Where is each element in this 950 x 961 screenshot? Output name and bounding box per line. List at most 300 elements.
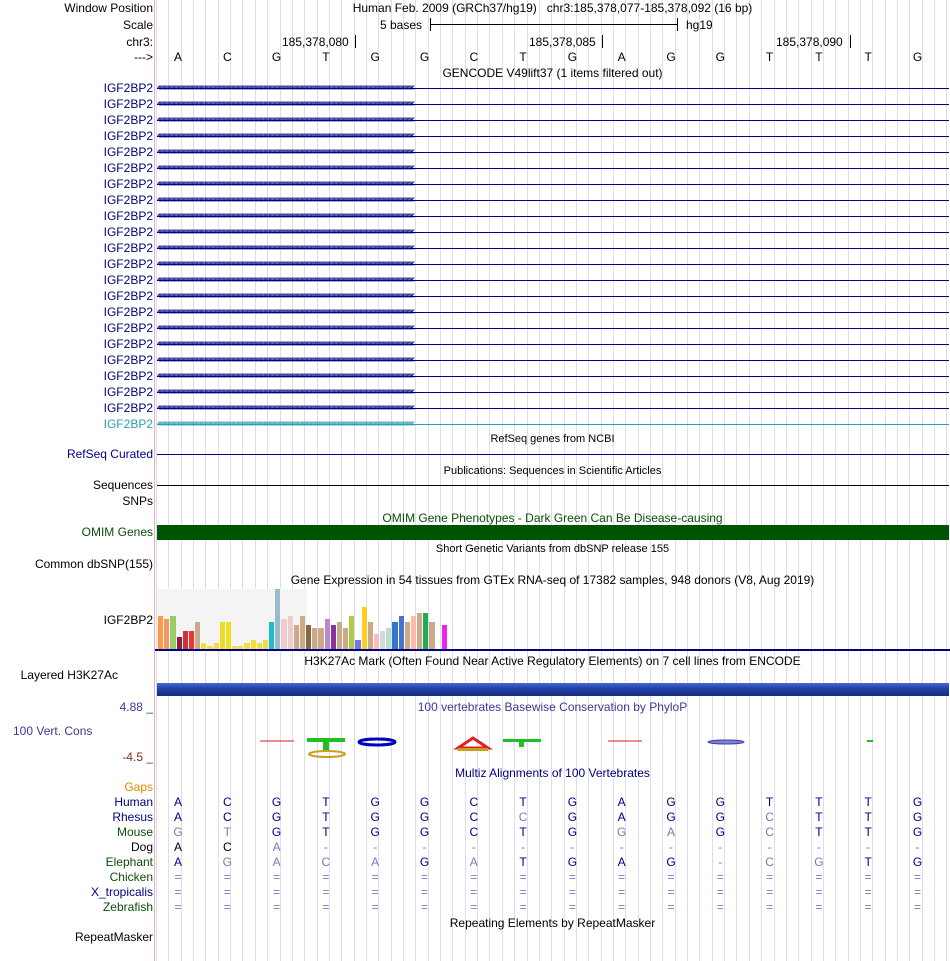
gencode-strand-arrows: ‹‹‹‹‹‹‹‹‹‹‹‹‹‹‹‹‹‹‹‹‹‹‹‹‹‹‹‹‹‹‹‹‹‹‹‹‹‹‹‹‹‹‹‹‹‹‹‹‹‹‹‹‹‹‹‹‹‹‹‹‹‹‹‹‹‹‹‹‹‹‹‹‹‹‹‹‹‹‹‹‹‹‹‹‹‹‹‹‹‹‹‹‹‹‹‹‹‹‹‹‹‹‹‹‹‹‹‹‹‹‹‹‹‹‹‹‹‹‹‹‹‹‹‹‹‹‹‹‹‹‹‹‹‹‹‹‹‹‹‹‹‹‹‹‹‹‹‹‹‹‹‹‹‹‹‹‹‹‹‹‹‹‹‹‹‹‹‹‹‹‹‹‹‹‹‹‹‹‹‹‹‹‹‹‹‹‹‹‹‹‹‹‹‹‹‹‹‹‹‹ — [157, 178, 414, 189]
gencode-strand-arrows: ‹‹‹‹‹‹‹‹‹‹‹‹‹‹‹‹‹‹‹‹‹‹‹‹‹‹‹‹‹‹‹‹‹‹‹‹‹‹‹‹‹‹‹‹‹‹‹‹‹‹‹‹‹‹‹‹‹‹‹‹‹‹‹‹‹‹‹‹‹‹‹‹‹‹‹‹‹‹‹‹‹‹‹‹‹‹‹‹‹‹‹‹‹‹‹‹‹‹‹‹‹‹‹‹‹‹‹‹‹‹‹‹‹‹‹‹‹‹‹‹‹‹‹‹‹‹‹‹‹‹‹‹‹‹‹‹‹‹‹‹‹‹‹‹‹‹‹‹‹‹‹‹‹‹‹‹‹‹‹‹‹‹‹‹‹‹‹‹‹‹‹‹‹‹‹‹‹‹‹‹‹‹‹‹‹‹‹‹‹‹‹‹‹‹‹‹‹‹‹‹ — [157, 114, 414, 125]
phylop-max-label: 4.88 _ — [119, 700, 153, 714]
alignment-base: G — [271, 795, 282, 809]
alignment-base: = — [470, 870, 478, 884]
alignment-base: = — [273, 885, 281, 899]
grid-line — [341, 0, 342, 961]
alignment-base: - — [669, 840, 673, 854]
alignment-base: G — [271, 825, 282, 839]
alignment-base: - — [915, 840, 920, 854]
alignment-base: G — [419, 855, 430, 869]
omim-title: OMIM Gene Phenotypes - Dark Green Can Be Disease-causing — [382, 511, 723, 525]
species-label[interactable]: X_tropicalis — [90, 885, 153, 899]
phylop-mark-c-low — [309, 751, 345, 757]
grid-line — [934, 0, 935, 961]
alignment-base: C — [518, 810, 528, 824]
grid-line — [551, 0, 552, 961]
gaps-label[interactable]: Gaps — [124, 780, 153, 794]
gencode-transcript-label[interactable]: IGF2BP2 — [103, 193, 153, 207]
alignment-base: = — [322, 885, 330, 899]
phylop-mark-a-low — [458, 748, 488, 751]
phylop-mark-t2-stem — [519, 742, 524, 747]
omim-label[interactable]: OMIM Genes — [81, 525, 153, 539]
grid-line — [798, 0, 799, 961]
gencode-transcript-label[interactable]: IGF2BP2 — [103, 97, 153, 111]
gtex-bar-chart[interactable] — [157, 589, 557, 649]
window-position-label[interactable]: Window Position — [64, 1, 153, 15]
species-label[interactable]: Dog — [130, 840, 153, 854]
grid-line — [835, 0, 836, 961]
alignment-base: G — [271, 810, 282, 824]
phylop-title: 100 vertebrates Basewise Conservation by PhyloP — [417, 700, 688, 714]
sequence-base: G — [912, 50, 923, 64]
alignment-base: - — [619, 840, 624, 854]
grid-line — [736, 0, 737, 961]
alignment-base: G — [370, 810, 380, 824]
alignment-base: = — [618, 900, 626, 914]
gencode-transcript-label[interactable]: IGF2BP2 — [103, 241, 153, 255]
sequence-base: G — [715, 50, 725, 64]
grid-line — [749, 0, 750, 961]
alignment-base: A — [173, 840, 182, 854]
phylop-mark-a — [458, 738, 488, 748]
coord-tick-1 — [355, 35, 356, 48]
sequence-base: G — [370, 50, 380, 64]
alignment-base: = — [174, 870, 182, 884]
h3k27ac-signal[interactable] — [157, 683, 949, 696]
alignment-base: T — [519, 855, 527, 869]
sequence-base: T — [864, 50, 872, 64]
phylop-logo[interactable] — [155, 734, 950, 758]
alignment-base: = — [815, 885, 823, 899]
gencode-transcript-label[interactable]: IGF2BP2 — [103, 369, 153, 383]
gtex-tissue-bar[interactable] — [195, 622, 200, 649]
alignment-base: = — [864, 900, 872, 914]
sequence-base: T — [519, 50, 527, 64]
alignment-base: - — [521, 840, 526, 854]
alignment-base: A — [617, 795, 626, 809]
alignment-base: C — [222, 810, 232, 824]
gtex-tissue-bar[interactable] — [294, 625, 299, 649]
gencode-transcript-label[interactable]: IGF2BP2 — [103, 273, 153, 287]
alignment-base: = — [223, 885, 231, 899]
alignment-base: = — [618, 885, 626, 899]
gencode-transcript-label[interactable]: IGF2BP2 — [103, 353, 153, 367]
sequence-base: C — [222, 50, 232, 64]
alignment-base: - — [767, 840, 772, 854]
gencode-title: GENCODE V49lift37 (1 items filtered out) — [442, 66, 663, 80]
repeatmasker-title: Repeating Elements by RepeatMasker — [449, 916, 656, 930]
alignment-base: G — [370, 795, 380, 809]
coord-label-1: 185,378,080 — [282, 35, 349, 49]
gencode-transcript-label[interactable]: IGF2BP2 — [103, 289, 153, 303]
grid-line — [242, 0, 243, 961]
gencode-transcript-label[interactable]: IGF2BP2 — [103, 337, 153, 351]
alignment-base: = — [618, 870, 626, 884]
gencode-strand-arrows: ‹‹‹‹‹‹‹‹‹‹‹‹‹‹‹‹‹‹‹‹‹‹‹‹‹‹‹‹‹‹‹‹‹‹‹‹‹‹‹‹‹‹‹‹‹‹‹‹‹‹‹‹‹‹‹‹‹‹‹‹‹‹‹‹‹‹‹‹‹‹‹‹‹‹‹‹‹‹‹‹‹‹‹‹‹‹‹‹‹‹‹‹‹‹‹‹‹‹‹‹‹‹‹‹‹‹‹‹‹‹‹‹‹‹‹‹‹‹‹‹‹‹‹‹‹‹‹‹‹‹‹‹‹‹‹‹‹‹‹‹‹‹‹‹‹‹‹‹‹‹‹‹‹‹‹‹‹‹‹‹‹‹‹‹‹‹‹‹‹‹‹‹‹‹‹‹‹‹‹‹‹‹‹‹‹‹‹‹‹‹‹‹‹‹‹‹‹‹‹‹ — [157, 82, 414, 93]
alignment-base: G — [567, 795, 578, 809]
grid-line — [205, 0, 206, 961]
gtex-tissue-bar[interactable] — [325, 619, 330, 649]
alignment-base: = — [568, 900, 576, 914]
alignment-base: = — [371, 900, 379, 914]
gtex-tissue-bar[interactable] — [226, 622, 231, 649]
alignment-base: - — [570, 840, 575, 854]
gtex-tissue-bar[interactable] — [362, 607, 367, 649]
alignment-base: A — [469, 855, 478, 869]
gtex-tissue-bar[interactable] — [183, 631, 188, 649]
alignment-base: T — [815, 825, 823, 839]
publications-label[interactable]: Sequences — [92, 478, 153, 492]
alignment-base: = — [913, 870, 921, 884]
alignment-base: A — [173, 795, 182, 809]
gencode-strand-arrows: ‹‹‹‹‹‹‹‹‹‹‹‹‹‹‹‹‹‹‹‹‹‹‹‹‹‹‹‹‹‹‹‹‹‹‹‹‹‹‹‹‹‹‹‹‹‹‹‹‹‹‹‹‹‹‹‹‹‹‹‹‹‹‹‹‹‹‹‹‹‹‹‹‹‹‹‹‹‹‹‹‹‹‹‹‹‹‹‹‹‹‹‹‹‹‹‹‹‹‹‹‹‹‹‹‹‹‹‹‹‹‹‹‹‹‹‹‹‹‹‹‹‹‹‹‹‹‹‹‹‹‹‹‹‹‹‹‹‹‹‹‹‹‹‹‹‹‹‹‹‹‹‹‹‹‹‹‹‹‹‹‹‹‹‹‹‹‹‹‹‹‹‹‹‹‹‹‹‹‹‹‹‹‹‹‹‹‹‹‹‹‹‹‹‹‹‹‹‹‹‹ — [157, 98, 414, 109]
scale-label[interactable]: Scale — [122, 18, 153, 32]
gtex-tissue-bar[interactable] — [337, 622, 342, 649]
grid-line — [946, 0, 947, 961]
alignment-base: = — [568, 870, 576, 884]
alignment-base: G — [419, 825, 430, 839]
alignment-base: C — [765, 855, 774, 869]
gtex-label[interactable]: IGF2BP2 — [103, 613, 153, 627]
gencode-transcript-label[interactable]: IGF2BP2 — [103, 129, 153, 143]
gencode-transcript-label[interactable]: IGF2BP2 — [103, 177, 153, 191]
alignment-base: = — [273, 870, 281, 884]
gtex-tissue-bar[interactable] — [281, 619, 286, 649]
gtex-tissue-bar[interactable] — [288, 616, 293, 649]
gtex-tissue-bar[interactable] — [386, 628, 391, 649]
alignment-base: = — [667, 900, 675, 914]
alignment-base: - — [323, 840, 328, 854]
alignment-base: G — [419, 795, 430, 809]
publications-line[interactable] — [157, 485, 949, 486]
gtex-tissue-bar[interactable] — [343, 628, 348, 649]
gencode-transcript-label[interactable]: IGF2BP2 — [103, 321, 153, 335]
alignment-base: A — [371, 855, 380, 869]
grid-line — [193, 0, 194, 961]
gencode-strand-arrows: ‹‹‹‹‹‹‹‹‹‹‹‹‹‹‹‹‹‹‹‹‹‹‹‹‹‹‹‹‹‹‹‹‹‹‹‹‹‹‹‹‹‹‹‹‹‹‹‹‹‹‹‹‹‹‹‹‹‹‹‹‹‹‹‹‹‹‹‹‹‹‹‹‹‹‹‹‹‹‹‹‹‹‹‹‹‹‹‹‹‹‹‹‹‹‹‹‹‹‹‹‹‹‹‹‹‹‹‹‹‹‹‹‹‹‹‹‹‹‹‹‹‹‹‹‹‹‹‹‹‹‹‹‹‹‹‹‹‹‹‹‹‹‹‹‹‹‹‹‹‹‹‹‹‹‹‹‹‹‹‹‹‹‹‹‹‹‹‹‹‹‹‹‹‹‹‹‹‹‹‹‹‹‹‹‹‹‹‹‹‹‹‹‹‹‹‹‹‹‹‹ — [157, 402, 414, 413]
gencode-transcript-label[interactable]: IGF2BP2 — [103, 113, 153, 127]
species-label[interactable]: Human — [114, 795, 153, 809]
alignment-base: T — [519, 795, 527, 809]
alignment-base: = — [766, 870, 774, 884]
alignment-base: = — [470, 900, 478, 914]
sequence-base: C — [469, 50, 479, 64]
gencode-strand-arrows: ‹‹‹‹‹‹‹‹‹‹‹‹‹‹‹‹‹‹‹‹‹‹‹‹‹‹‹‹‹‹‹‹‹‹‹‹‹‹‹‹‹‹‹‹‹‹‹‹‹‹‹‹‹‹‹‹‹‹‹‹‹‹‹‹‹‹‹‹‹‹‹‹‹‹‹‹‹‹‹‹‹‹‹‹‹‹‹‹‹‹‹‹‹‹‹‹‹‹‹‹‹‹‹‹‹‹‹‹‹‹‹‹‹‹‹‹‹‹‹‹‹‹‹‹‹‹‹‹‹‹‹‹‹‹‹‹‹‹‹‹‹‹‹‹‹‹‹‹‹‹‹‹‹‹‹‹‹‹‹‹‹‹‹‹‹‹‹‹‹‹‹‹‹‹‹‹‹‹‹‹‹‹‹‹‹‹‹‹‹‹‹‹‹‹‹‹‹‹‹‹ — [157, 418, 414, 429]
grid-line — [848, 0, 849, 961]
grid-line — [885, 0, 886, 961]
gencode-strand-arrows: ‹‹‹‹‹‹‹‹‹‹‹‹‹‹‹‹‹‹‹‹‹‹‹‹‹‹‹‹‹‹‹‹‹‹‹‹‹‹‹‹‹‹‹‹‹‹‹‹‹‹‹‹‹‹‹‹‹‹‹‹‹‹‹‹‹‹‹‹‹‹‹‹‹‹‹‹‹‹‹‹‹‹‹‹‹‹‹‹‹‹‹‹‹‹‹‹‹‹‹‹‹‹‹‹‹‹‹‹‹‹‹‹‹‹‹‹‹‹‹‹‹‹‹‹‹‹‹‹‹‹‹‹‹‹‹‹‹‹‹‹‹‹‹‹‹‹‹‹‹‹‹‹‹‹‹‹‹‹‹‹‹‹‹‹‹‹‹‹‹‹‹‹‹‹‹‹‹‹‹‹‹‹‹‹‹‹‹‹‹‹‹‹‹‹‹‹‹‹‹‹ — [157, 322, 414, 333]
phylop-mark-g2 — [708, 740, 744, 744]
alignment-base: - — [718, 855, 723, 869]
alignment-base: - — [816, 840, 821, 854]
coord-label-3: 185,378,090 — [776, 35, 843, 49]
alignment-base: = — [667, 870, 675, 884]
gencode-strand-arrows: ‹‹‹‹‹‹‹‹‹‹‹‹‹‹‹‹‹‹‹‹‹‹‹‹‹‹‹‹‹‹‹‹‹‹‹‹‹‹‹‹‹‹‹‹‹‹‹‹‹‹‹‹‹‹‹‹‹‹‹‹‹‹‹‹‹‹‹‹‹‹‹‹‹‹‹‹‹‹‹‹‹‹‹‹‹‹‹‹‹‹‹‹‹‹‹‹‹‹‹‹‹‹‹‹‹‹‹‹‹‹‹‹‹‹‹‹‹‹‹‹‹‹‹‹‹‹‹‹‹‹‹‹‹‹‹‹‹‹‹‹‹‹‹‹‹‹‹‹‹‹‹‹‹‹‹‹‹‹‹‹‹‹‹‹‹‹‹‹‹‹‹‹‹‹‹‹‹‹‹‹‹‹‹‹‹‹‹‹‹‹‹‹‹‹‹‹‹‹‹‹ — [157, 242, 414, 253]
gtex-tissue-bar[interactable] — [164, 619, 169, 649]
gencode-strand-arrows: ‹‹‹‹‹‹‹‹‹‹‹‹‹‹‹‹‹‹‹‹‹‹‹‹‹‹‹‹‹‹‹‹‹‹‹‹‹‹‹‹‹‹‹‹‹‹‹‹‹‹‹‹‹‹‹‹‹‹‹‹‹‹‹‹‹‹‹‹‹‹‹‹‹‹‹‹‹‹‹‹‹‹‹‹‹‹‹‹‹‹‹‹‹‹‹‹‹‹‹‹‹‹‹‹‹‹‹‹‹‹‹‹‹‹‹‹‹‹‹‹‹‹‹‹‹‹‹‹‹‹‹‹‹‹‹‹‹‹‹‹‹‹‹‹‹‹‹‹‹‹‹‹‹‹‹‹‹‹‹‹‹‹‹‹‹‹‹‹‹‹‹‹‹‹‹‹‹‹‹‹‹‹‹‹‹‹‹‹‹‹‹‹‹‹‹‹‹‹‹‹ — [157, 338, 414, 349]
grid-line — [452, 0, 453, 961]
gencode-strand-arrows: ‹‹‹‹‹‹‹‹‹‹‹‹‹‹‹‹‹‹‹‹‹‹‹‹‹‹‹‹‹‹‹‹‹‹‹‹‹‹‹‹‹‹‹‹‹‹‹‹‹‹‹‹‹‹‹‹‹‹‹‹‹‹‹‹‹‹‹‹‹‹‹‹‹‹‹‹‹‹‹‹‹‹‹‹‹‹‹‹‹‹‹‹‹‹‹‹‹‹‹‹‹‹‹‹‹‹‹‹‹‹‹‹‹‹‹‹‹‹‹‹‹‹‹‹‹‹‹‹‹‹‹‹‹‹‹‹‹‹‹‹‹‹‹‹‹‹‹‹‹‹‹‹‹‹‹‹‹‹‹‹‹‹‹‹‹‹‹‹‹‹‹‹‹‹‹‹‹‹‹‹‹‹‹‹‹‹‹‹‹‹‹‹‹‹‹‹‹‹‹‹ — [157, 258, 414, 269]
gencode-strand-arrows: ‹‹‹‹‹‹‹‹‹‹‹‹‹‹‹‹‹‹‹‹‹‹‹‹‹‹‹‹‹‹‹‹‹‹‹‹‹‹‹‹‹‹‹‹‹‹‹‹‹‹‹‹‹‹‹‹‹‹‹‹‹‹‹‹‹‹‹‹‹‹‹‹‹‹‹‹‹‹‹‹‹‹‹‹‹‹‹‹‹‹‹‹‹‹‹‹‹‹‹‹‹‹‹‹‹‹‹‹‹‹‹‹‹‹‹‹‹‹‹‹‹‹‹‹‹‹‹‹‹‹‹‹‹‹‹‹‹‹‹‹‹‹‹‹‹‹‹‹‹‹‹‹‹‹‹‹‹‹‹‹‹‹‹‹‹‹‹‹‹‹‹‹‹‹‹‹‹‹‹‹‹‹‹‹‹‹‹‹‹‹‹‹‹‹‹‹‹‹‹‹ — [157, 354, 414, 365]
sequence-base: A — [617, 50, 626, 64]
alignment-base: = — [420, 870, 428, 884]
grid-line — [502, 0, 503, 961]
alignment-base: G — [370, 825, 380, 839]
label-separator — [154, 0, 155, 961]
sequence-base: G — [666, 50, 676, 64]
gtex-tissue-bar[interactable] — [300, 616, 305, 649]
alignment-base: = — [519, 900, 527, 914]
alignment-base: = — [322, 870, 330, 884]
alignment-base: = — [470, 885, 478, 899]
alignment-base: - — [373, 840, 378, 854]
snps-label[interactable]: SNPs — [122, 494, 153, 508]
gtex-tissue-bar[interactable] — [429, 622, 434, 649]
sequence-base: A — [173, 50, 182, 64]
gencode-transcript-label[interactable]: IGF2BP2 — [103, 81, 153, 95]
alignment-base: T — [322, 825, 330, 839]
grid-line — [489, 0, 490, 961]
alignment-base: A — [617, 810, 626, 824]
alignment-base: C — [765, 825, 774, 839]
gtex-tissue-bar[interactable] — [158, 616, 163, 649]
gencode-strand-arrows: ‹‹‹‹‹‹‹‹‹‹‹‹‹‹‹‹‹‹‹‹‹‹‹‹‹‹‹‹‹‹‹‹‹‹‹‹‹‹‹‹‹‹‹‹‹‹‹‹‹‹‹‹‹‹‹‹‹‹‹‹‹‹‹‹‹‹‹‹‹‹‹‹‹‹‹‹‹‹‹‹‹‹‹‹‹‹‹‹‹‹‹‹‹‹‹‹‹‹‹‹‹‹‹‹‹‹‹‹‹‹‹‹‹‹‹‹‹‹‹‹‹‹‹‹‹‹‹‹‹‹‹‹‹‹‹‹‹‹‹‹‹‹‹‹‹‹‹‹‹‹‹‹‹‹‹‹‹‹‹‹‹‹‹‹‹‹‹‹‹‹‹‹‹‹‹‹‹‹‹‹‹‹‹‹‹‹‹‹‹‹‹‹‹‹‹‹‹‹‹‹ — [157, 370, 414, 381]
alignment-base: T — [864, 810, 872, 824]
dbsnp-title: Short Genetic Variants from dbSNP release 155 — [435, 543, 670, 555]
alignment-base: C — [222, 795, 232, 809]
alignment-base: A — [272, 840, 281, 854]
alignment-base: G — [666, 855, 676, 869]
grid-line — [786, 0, 787, 961]
grid-line — [897, 0, 898, 961]
gencode-transcript-label[interactable]: IGF2BP2 — [103, 225, 153, 239]
alignment-base: A — [617, 855, 626, 869]
alignment-base: G — [912, 795, 923, 809]
alignment-base: = — [766, 885, 774, 899]
alignment-base: - — [471, 840, 476, 854]
gencode-transcript-label[interactable]: IGF2BP2 — [103, 401, 153, 415]
alignment-base: = — [716, 870, 724, 884]
gencode-strand-arrows: ‹‹‹‹‹‹‹‹‹‹‹‹‹‹‹‹‹‹‹‹‹‹‹‹‹‹‹‹‹‹‹‹‹‹‹‹‹‹‹‹‹‹‹‹‹‹‹‹‹‹‹‹‹‹‹‹‹‹‹‹‹‹‹‹‹‹‹‹‹‹‹‹‹‹‹‹‹‹‹‹‹‹‹‹‹‹‹‹‹‹‹‹‹‹‹‹‹‹‹‹‹‹‹‹‹‹‹‹‹‹‹‹‹‹‹‹‹‹‹‹‹‹‹‹‹‹‹‹‹‹‹‹‹‹‹‹‹‹‹‹‹‹‹‹‹‹‹‹‹‹‹‹‹‹‹‹‹‹‹‹‹‹‹‹‹‹‹‹‹‹‹‹‹‹‹‹‹‹‹‹‹‹‹‹‹‹‹‹‹‹‹‹‹‹‹‹‹‹‹‹ — [157, 386, 414, 397]
species-label[interactable]: Elephant — [105, 855, 153, 869]
sequence-base: G — [567, 50, 578, 64]
gtex-baseline — [155, 649, 950, 651]
alignment-base: = — [322, 900, 330, 914]
phylop-mark-g — [359, 739, 395, 745]
alignment-base: - — [866, 840, 871, 854]
gencode-transcript-label[interactable]: IGF2BP2 — [103, 385, 153, 399]
grid-line — [292, 0, 293, 961]
gtex-tissue-bar[interactable] — [269, 622, 274, 649]
gtex-tissue-bar[interactable] — [189, 631, 194, 649]
gencode-transcript-label[interactable]: IGF2BP2 — [103, 257, 153, 271]
scale-bar-right-tick — [677, 18, 678, 31]
alignment-base: = — [371, 870, 379, 884]
alignment-base: = — [420, 885, 428, 899]
alignment-base: = — [174, 885, 182, 899]
grid-line — [391, 0, 392, 961]
gencode-transcript-label[interactable]: IGF2BP2 — [103, 145, 153, 159]
coord-tick-3 — [850, 35, 851, 48]
scale-assembly: hg19 — [686, 18, 713, 32]
gtex-tissue-bar[interactable] — [374, 634, 379, 649]
gtex-tissue-bar[interactable] — [275, 589, 280, 649]
alignment-base: G — [715, 795, 725, 809]
chrom-label[interactable]: chr3: — [126, 35, 153, 49]
grid-line — [440, 0, 441, 961]
gtex-tissue-bar[interactable] — [349, 616, 354, 649]
alignment-base: = — [766, 900, 774, 914]
alignment-base: T — [864, 825, 872, 839]
alignment-base: = — [223, 870, 231, 884]
gtex-tissue-bar[interactable] — [220, 622, 225, 649]
alignment-base: = — [913, 900, 921, 914]
gencode-strand-arrows: ‹‹‹‹‹‹‹‹‹‹‹‹‹‹‹‹‹‹‹‹‹‹‹‹‹‹‹‹‹‹‹‹‹‹‹‹‹‹‹‹‹‹‹‹‹‹‹‹‹‹‹‹‹‹‹‹‹‹‹‹‹‹‹‹‹‹‹‹‹‹‹‹‹‹‹‹‹‹‹‹‹‹‹‹‹‹‹‹‹‹‹‹‹‹‹‹‹‹‹‹‹‹‹‹‹‹‹‹‹‹‹‹‹‹‹‹‹‹‹‹‹‹‹‹‹‹‹‹‹‹‹‹‹‹‹‹‹‹‹‹‹‹‹‹‹‹‹‹‹‹‹‹‹‹‹‹‹‹‹‹‹‹‹‹‹‹‹‹‹‹‹‹‹‹‹‹‹‹‹‹‹‹‹‹‹‹‹‹‹‹‹‹‹‹‹‹‹‹‹‹ — [157, 274, 414, 285]
scale-bar-left-tick — [430, 18, 431, 31]
grid-line — [539, 0, 540, 961]
species-label[interactable]: Mouse — [116, 825, 153, 839]
grid-line — [601, 0, 602, 961]
coord-label-2: 185,378,085 — [529, 35, 596, 49]
species-label[interactable]: Zebrafish — [102, 900, 153, 914]
gtex-tissue-bar[interactable] — [442, 625, 447, 649]
publications-title: Publications: Sequences in Scientific Articles — [443, 465, 662, 477]
alignment-base: C — [765, 810, 774, 824]
gtex-tissue-bar[interactable] — [263, 640, 268, 649]
gtex-tissue-bar[interactable] — [380, 631, 385, 649]
gtex-tissue-bar[interactable] — [368, 622, 373, 649]
alignment-base: T — [223, 825, 231, 839]
grid-line — [638, 0, 639, 961]
alignment-base: = — [519, 870, 527, 884]
alignment-base: G — [567, 855, 578, 869]
h3k27ac-label[interactable]: Layered H3K27Ac — [20, 668, 118, 682]
h3k27ac-title: H3K27Ac Mark (Often Found Near Active Regulatory Elements) on 7 cell lines from ENCODE — [304, 654, 801, 668]
alignment-base: A — [666, 825, 675, 839]
gtex-tissue-bar[interactable] — [306, 625, 311, 649]
phylop-mark-a2 — [608, 740, 642, 742]
gtex-tissue-bar[interactable] — [170, 616, 175, 649]
gencode-strand-arrows: ‹‹‹‹‹‹‹‹‹‹‹‹‹‹‹‹‹‹‹‹‹‹‹‹‹‹‹‹‹‹‹‹‹‹‹‹‹‹‹‹‹‹‹‹‹‹‹‹‹‹‹‹‹‹‹‹‹‹‹‹‹‹‹‹‹‹‹‹‹‹‹‹‹‹‹‹‹‹‹‹‹‹‹‹‹‹‹‹‹‹‹‹‹‹‹‹‹‹‹‹‹‹‹‹‹‹‹‹‹‹‹‹‹‹‹‹‹‹‹‹‹‹‹‹‹‹‹‹‹‹‹‹‹‹‹‹‹‹‹‹‹‹‹‹‹‹‹‹‹‹‹‹‹‹‹‹‹‹‹‹‹‹‹‹‹‹‹‹‹‹‹‹‹‹‹‹‹‹‹‹‹‹‹‹‹‹‹‹‹‹‹‹‹‹‹‹‹‹‹‹ — [157, 146, 414, 157]
alignment-base: T — [864, 795, 872, 809]
gencode-transcript-label[interactable]: IGF2BP2 — [103, 161, 153, 175]
species-label[interactable]: Rhesus — [112, 810, 153, 824]
alignment-base: G — [567, 825, 578, 839]
alignment-base: A — [272, 855, 281, 869]
sequence-base: T — [765, 50, 774, 64]
gtex-tissue-bar[interactable] — [417, 613, 422, 649]
gtex-tissue-bar[interactable] — [251, 640, 256, 649]
grid-line — [354, 0, 355, 961]
phylop-mark-c — [260, 740, 294, 742]
alignment-base: C — [321, 855, 331, 869]
alignment-base: = — [519, 885, 527, 899]
alignment-base: = — [716, 900, 724, 914]
alignment-base: = — [223, 900, 231, 914]
gtex-tissue-bar[interactable] — [355, 640, 360, 649]
grid-line — [255, 0, 256, 961]
alignment-base: = — [913, 885, 921, 899]
alignment-base: = — [273, 900, 281, 914]
gencode-strand-arrows: ‹‹‹‹‹‹‹‹‹‹‹‹‹‹‹‹‹‹‹‹‹‹‹‹‹‹‹‹‹‹‹‹‹‹‹‹‹‹‹‹‹‹‹‹‹‹‹‹‹‹‹‹‹‹‹‹‹‹‹‹‹‹‹‹‹‹‹‹‹‹‹‹‹‹‹‹‹‹‹‹‹‹‹‹‹‹‹‹‹‹‹‹‹‹‹‹‹‹‹‹‹‹‹‹‹‹‹‹‹‹‹‹‹‹‹‹‹‹‹‹‹‹‹‹‹‹‹‹‹‹‹‹‹‹‹‹‹‹‹‹‹‹‹‹‹‹‹‹‹‹‹‹‹‹‹‹‹‹‹‹‹‹‹‹‹‹‹‹‹‹‹‹‹‹‹‹‹‹‹‹‹‹‹‹‹‹‹‹‹‹‹‹‹‹‹‹‹‹‹‹ — [157, 194, 414, 205]
phylop-mark-t — [307, 738, 345, 742]
alignment-base: = — [815, 870, 823, 884]
gtex-tissue-bar[interactable] — [331, 625, 336, 649]
sequence-base: T — [322, 50, 330, 64]
gtex-tissue-bar[interactable] — [312, 628, 317, 649]
alignment-base: = — [815, 900, 823, 914]
alignment-base: T — [519, 825, 527, 839]
refseq-line[interactable] — [157, 454, 949, 455]
alignment-base: = — [864, 870, 872, 884]
gencode-strand-arrows: ‹‹‹‹‹‹‹‹‹‹‹‹‹‹‹‹‹‹‹‹‹‹‹‹‹‹‹‹‹‹‹‹‹‹‹‹‹‹‹‹‹‹‹‹‹‹‹‹‹‹‹‹‹‹‹‹‹‹‹‹‹‹‹‹‹‹‹‹‹‹‹‹‹‹‹‹‹‹‹‹‹‹‹‹‹‹‹‹‹‹‹‹‹‹‹‹‹‹‹‹‹‹‹‹‹‹‹‹‹‹‹‹‹‹‹‹‹‹‹‹‹‹‹‹‹‹‹‹‹‹‹‹‹‹‹‹‹‹‹‹‹‹‹‹‹‹‹‹‹‹‹‹‹‹‹‹‹‹‹‹‹‹‹‹‹‹‹‹‹‹‹‹‹‹‹‹‹‹‹‹‹‹‹‹‹‹‹‹‹‹‹‹‹‹‹‹‹‹‹‹ — [157, 306, 414, 317]
gtex-tissue-bar[interactable] — [423, 613, 428, 649]
phylop-mark-t3 — [867, 740, 873, 742]
gencode-transcript-label[interactable]: IGF2BP2 — [103, 305, 153, 319]
gencode-transcript-label[interactable]: IGF2BP2 — [103, 209, 153, 223]
grid-line — [650, 0, 651, 961]
repeatmasker-label[interactable]: RepeatMasker — [74, 930, 153, 944]
alignment-base: A — [173, 810, 182, 824]
alignment-base: G — [666, 795, 676, 809]
gtex-tissue-bar[interactable] — [177, 637, 182, 649]
alignment-base: C — [222, 840, 232, 854]
grid-line — [687, 0, 688, 961]
alignment-base: C — [469, 810, 479, 824]
grid-line — [304, 0, 305, 961]
gtex-tissue-bar[interactable] — [318, 628, 323, 649]
grid-line — [156, 0, 157, 961]
alignment-base: C — [469, 795, 479, 809]
gencode-transcript-label[interactable]: IGF2BP2 — [103, 417, 153, 431]
alignment-base: - — [422, 840, 427, 854]
gtex-tissue-bar[interactable] — [399, 616, 404, 649]
alignment-base: G — [912, 825, 923, 839]
gencode-strand-arrows: ‹‹‹‹‹‹‹‹‹‹‹‹‹‹‹‹‹‹‹‹‹‹‹‹‹‹‹‹‹‹‹‹‹‹‹‹‹‹‹‹‹‹‹‹‹‹‹‹‹‹‹‹‹‹‹‹‹‹‹‹‹‹‹‹‹‹‹‹‹‹‹‹‹‹‹‹‹‹‹‹‹‹‹‹‹‹‹‹‹‹‹‹‹‹‹‹‹‹‹‹‹‹‹‹‹‹‹‹‹‹‹‹‹‹‹‹‹‹‹‹‹‹‹‹‹‹‹‹‹‹‹‹‹‹‹‹‹‹‹‹‹‹‹‹‹‹‹‹‹‹‹‹‹‹‹‹‹‹‹‹‹‹‹‹‹‹‹‹‹‹‹‹‹‹‹‹‹‹‹‹‹‹‹‹‹‹‹‹‹‹‹‹‹‹‹‹‹‹‹‹ — [157, 162, 414, 173]
alignment-base: T — [322, 795, 330, 809]
sequence-base: G — [419, 50, 430, 64]
gtex-tissue-bar[interactable] — [405, 622, 410, 649]
gtex-tissue-bar[interactable] — [411, 616, 416, 649]
omim-gene-bar[interactable] — [157, 525, 949, 540]
dbsnp-label[interactable]: Common dbSNP(155) — [34, 557, 153, 571]
phylop-mark-t2 — [503, 739, 541, 742]
alignment-base: T — [815, 795, 823, 809]
alignment-base: C — [469, 825, 479, 839]
alignment-base: = — [864, 885, 872, 899]
alignment-base: G — [617, 825, 627, 839]
alignment-base: G — [567, 810, 578, 824]
alignment-base: T — [864, 855, 872, 869]
sequence-base: G — [271, 50, 282, 64]
refseq-label[interactable]: RefSeq Curated — [66, 447, 153, 461]
grid-line — [403, 0, 404, 961]
multiz-title: Multiz Alignments of 100 Vertebrates — [455, 766, 650, 780]
gtex-tissue-bar[interactable] — [392, 622, 397, 649]
refseq-title: RefSeq genes from NCBI — [490, 433, 615, 445]
alignment-base: - — [718, 840, 723, 854]
alignment-base: G — [222, 855, 232, 869]
alignment-base: = — [420, 900, 428, 914]
alignment-base: G — [419, 810, 430, 824]
gencode-strand-arrows: ‹‹‹‹‹‹‹‹‹‹‹‹‹‹‹‹‹‹‹‹‹‹‹‹‹‹‹‹‹‹‹‹‹‹‹‹‹‹‹‹‹‹‹‹‹‹‹‹‹‹‹‹‹‹‹‹‹‹‹‹‹‹‹‹‹‹‹‹‹‹‹‹‹‹‹‹‹‹‹‹‹‹‹‹‹‹‹‹‹‹‹‹‹‹‹‹‹‹‹‹‹‹‹‹‹‹‹‹‹‹‹‹‹‹‹‹‹‹‹‹‹‹‹‹‹‹‹‹‹‹‹‹‹‹‹‹‹‹‹‹‹‹‹‹‹‹‹‹‹‹‹‹‹‹‹‹‹‹‹‹‹‹‹‹‹‹‹‹‹‹‹‹‹‹‹‹‹‹‹‹‹‹‹‹‹‹‹‹‹‹‹‹‹‹‹‹‹‹‹‹ — [157, 290, 414, 301]
alignment-base: G — [715, 825, 725, 839]
species-label[interactable]: Chicken — [109, 870, 153, 884]
alignment-base: G — [173, 825, 183, 839]
phylop-min-label: -4.5 _ — [122, 750, 153, 764]
phylop-label[interactable]: 100 Vert. Cons — [13, 724, 93, 738]
alignment-base: A — [173, 855, 182, 869]
